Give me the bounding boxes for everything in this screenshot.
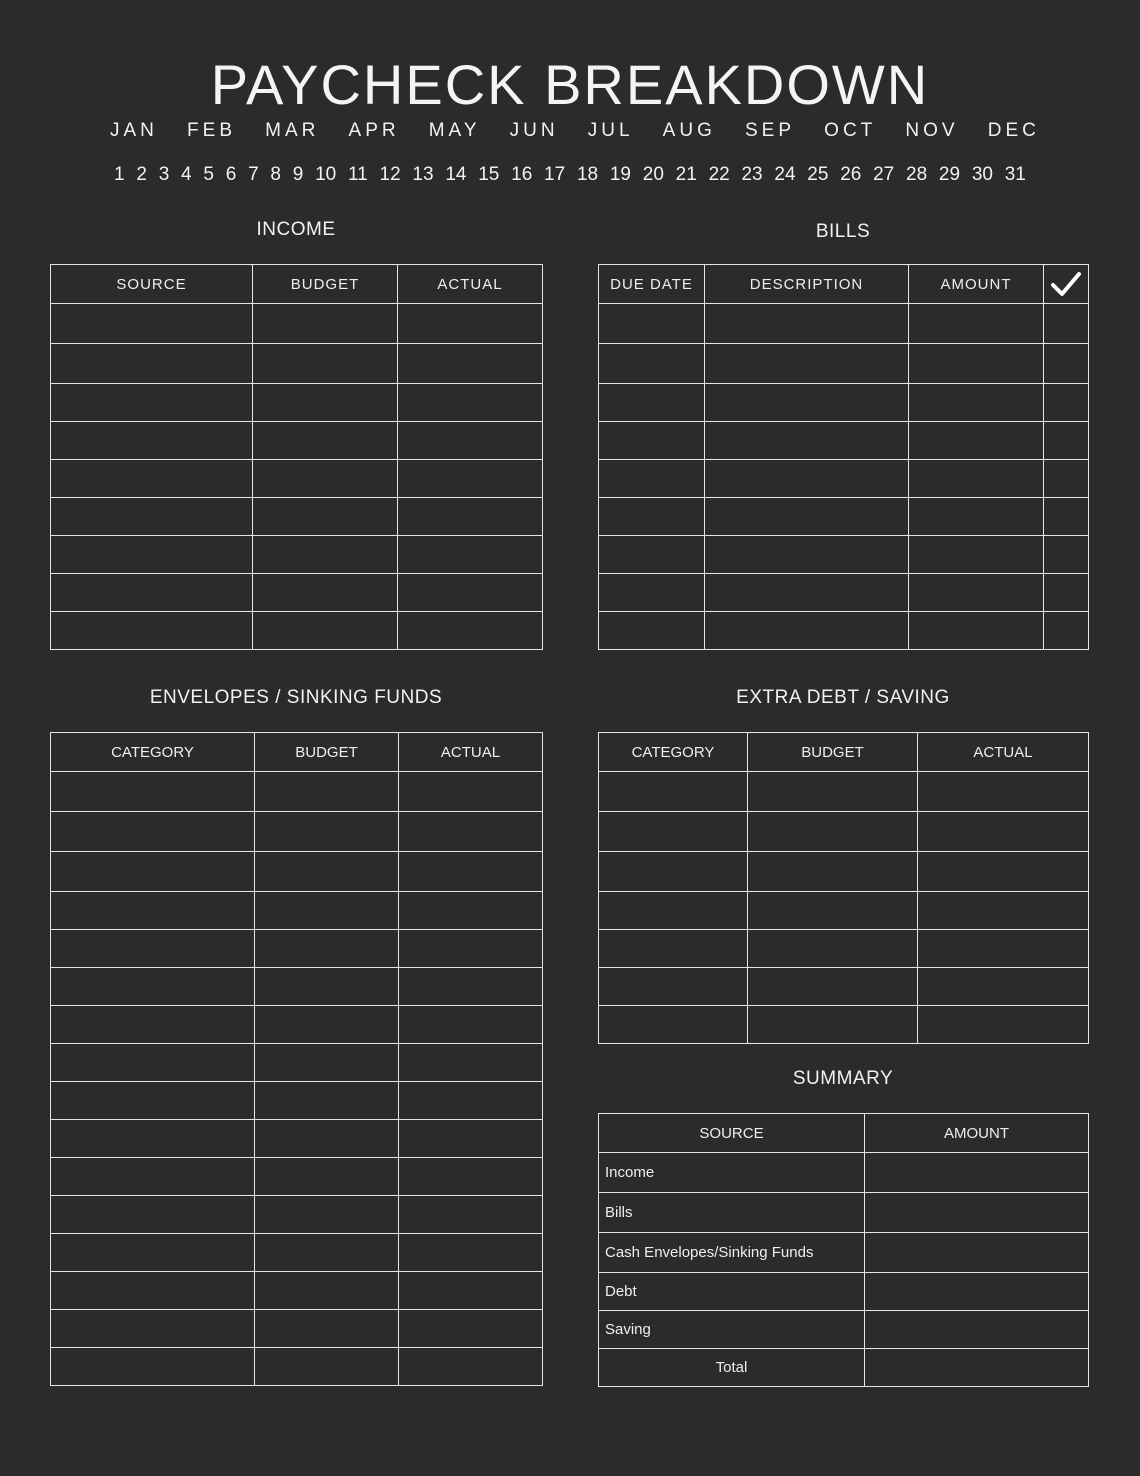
extra-cell[interactable]	[599, 1006, 748, 1044]
day-18[interactable]: 18	[576, 164, 599, 185]
bills-row	[599, 384, 1089, 422]
bills-table	[598, 264, 1089, 650]
day-5[interactable]: 5	[203, 164, 214, 185]
summary-label-saving: Saving	[599, 1311, 865, 1349]
envelopes-cell[interactable]	[399, 1158, 543, 1196]
month-apr[interactable]: APR	[348, 120, 400, 141]
bills-cell[interactable]	[909, 536, 1044, 574]
day-1[interactable]: 1	[114, 164, 125, 185]
extra-cell[interactable]	[748, 892, 918, 930]
extra-cell[interactable]	[599, 892, 748, 930]
envelopes-cell[interactable]	[255, 1196, 399, 1234]
income-cell[interactable]	[51, 422, 253, 460]
day-21[interactable]: 21	[675, 164, 697, 185]
income-cell[interactable]	[51, 460, 253, 498]
extra-cell[interactable]	[599, 852, 748, 892]
day-25[interactable]: 25	[807, 164, 829, 185]
month-jan[interactable]: JAN	[110, 120, 158, 141]
summary-row	[599, 1233, 1089, 1273]
day-15[interactable]: 15	[478, 164, 500, 185]
bills-cell[interactable]	[599, 422, 705, 460]
envelopes-row	[51, 1234, 543, 1272]
summary-amount-cell[interactable]	[865, 1349, 1089, 1387]
extra-cell[interactable]	[748, 772, 918, 812]
envelopes-cell[interactable]	[51, 812, 255, 852]
bills-cell[interactable]	[1044, 536, 1089, 574]
envelopes-row	[51, 968, 543, 1006]
day-27[interactable]: 27	[873, 164, 895, 185]
envelopes-cell[interactable]	[51, 1120, 255, 1158]
income-header-source: SOURCE	[51, 265, 253, 304]
envelopes-cell[interactable]	[399, 1234, 543, 1272]
bills-cell[interactable]	[705, 304, 909, 344]
envelopes-cell[interactable]	[51, 1196, 255, 1234]
envelopes-header-category: CATEGORY	[51, 733, 255, 772]
bills-header-description: DESCRIPTION	[705, 265, 909, 304]
envelopes-cell[interactable]	[255, 1272, 399, 1310]
day-12[interactable]: 12	[379, 164, 401, 185]
bills-cell[interactable]	[705, 536, 909, 574]
bills-cell[interactable]	[1044, 612, 1089, 650]
summary-amount-cell[interactable]	[865, 1153, 1089, 1193]
extra-cell[interactable]	[918, 772, 1089, 812]
extra-cell[interactable]	[599, 930, 748, 968]
envelopes-row	[51, 1120, 543, 1158]
bills-cell[interactable]	[909, 422, 1044, 460]
bills-header-amount: AMOUNT	[909, 265, 1044, 304]
envelopes-row	[51, 892, 543, 930]
summary-title: SUMMARY	[792, 1068, 894, 1089]
income-cell[interactable]	[398, 304, 543, 344]
bills-row	[599, 304, 1089, 344]
envelopes-cell[interactable]	[255, 812, 399, 852]
summary-header-amount: AMOUNT	[865, 1114, 1089, 1153]
envelopes-row	[51, 1272, 543, 1310]
envelopes-row	[51, 1044, 543, 1082]
envelopes-cell[interactable]	[255, 1158, 399, 1196]
income-cell[interactable]	[253, 536, 398, 574]
envelopes-cell[interactable]	[51, 1082, 255, 1120]
income-cell[interactable]	[398, 344, 543, 384]
summary-row	[599, 1273, 1089, 1311]
summary-row	[599, 1311, 1089, 1349]
envelopes-cell[interactable]	[51, 1234, 255, 1272]
extra-cell[interactable]	[918, 812, 1089, 852]
envelopes-cell[interactable]	[51, 1158, 255, 1196]
envelopes-cell[interactable]	[399, 852, 543, 892]
bills-cell[interactable]	[1044, 498, 1089, 536]
envelopes-cell[interactable]	[255, 1082, 399, 1120]
extra-cell[interactable]	[748, 930, 918, 968]
income-row	[51, 384, 543, 422]
envelopes-row	[51, 1348, 543, 1386]
summary-row	[599, 1153, 1089, 1193]
extra-header-category: CATEGORY	[599, 733, 748, 772]
bills-row	[599, 460, 1089, 498]
envelopes-cell[interactable]	[51, 930, 255, 968]
envelopes-table	[50, 732, 543, 1386]
income-cell[interactable]	[253, 498, 398, 536]
income-header-budget: BUDGET	[253, 265, 398, 304]
day-6[interactable]: 6	[225, 164, 237, 185]
income-row	[51, 612, 543, 650]
envelopes-cell[interactable]	[255, 1310, 399, 1348]
extra-cell[interactable]	[748, 812, 918, 852]
envelopes-cell[interactable]	[255, 772, 399, 812]
bills-cell[interactable]	[909, 344, 1044, 384]
bills-title: BILLS	[815, 221, 871, 242]
bills-cell[interactable]	[599, 536, 705, 574]
envelopes-cell[interactable]	[51, 968, 255, 1006]
envelopes-cell[interactable]	[51, 892, 255, 930]
bills-cell[interactable]	[909, 304, 1044, 344]
day-selector	[114, 164, 1026, 186]
envelopes-row	[51, 772, 543, 812]
month-oct[interactable]: OCT	[824, 120, 877, 141]
bills-cell[interactable]	[599, 574, 705, 612]
envelopes-row	[51, 1082, 543, 1120]
bills-cell[interactable]	[1044, 574, 1089, 612]
day-16[interactable]: 16	[511, 164, 533, 185]
income-header-actual: ACTUAL	[398, 265, 543, 304]
bills-cell[interactable]	[1044, 384, 1089, 422]
income-cell[interactable]	[51, 536, 253, 574]
day-7[interactable]: 7	[248, 164, 259, 185]
bills-cell[interactable]	[705, 498, 909, 536]
envelopes-cell[interactable]	[51, 1044, 255, 1082]
extra-cell[interactable]	[918, 968, 1089, 1006]
bills-cell[interactable]	[705, 384, 909, 422]
day-20[interactable]: 20	[642, 164, 664, 185]
envelopes-row	[51, 1196, 543, 1234]
extra-cell[interactable]	[599, 812, 748, 852]
extra-title: EXTRA DEBT / SAVING	[736, 687, 950, 708]
bills-cell[interactable]	[1044, 460, 1089, 498]
summary-table	[598, 1113, 1089, 1387]
income-cell[interactable]	[51, 344, 253, 384]
bills-row	[599, 536, 1089, 574]
envelopes-cell[interactable]	[399, 1196, 543, 1234]
summary-label-debt: Debt	[599, 1273, 865, 1311]
bills-cell[interactable]	[599, 460, 705, 498]
income-title: INCOME	[256, 219, 336, 240]
page-title: PAYCHECK BREAKDOWN	[210, 53, 930, 116]
month-jun[interactable]: JUN	[509, 120, 559, 141]
income-cell[interactable]	[253, 304, 398, 344]
day-30[interactable]: 30	[971, 164, 993, 185]
envelopes-cell[interactable]	[399, 812, 543, 852]
envelopes-title: ENVELOPES / SINKING FUNDS	[149, 687, 443, 708]
day-2[interactable]: 2	[136, 164, 147, 185]
income-cell[interactable]	[398, 574, 543, 612]
envelopes-cell[interactable]	[399, 930, 543, 968]
summary-label-bills: Bills	[599, 1193, 865, 1233]
envelopes-cell[interactable]	[399, 1310, 543, 1348]
bills-cell[interactable]	[1044, 422, 1089, 460]
bills-cell[interactable]	[599, 384, 705, 422]
income-row	[51, 574, 543, 612]
envelopes-header-budget: BUDGET	[255, 733, 399, 772]
envelopes-cell[interactable]	[51, 1272, 255, 1310]
income-cell[interactable]	[398, 384, 543, 422]
extra-row	[599, 1006, 1089, 1044]
extra-row	[599, 968, 1089, 1006]
envelopes-cell[interactable]	[399, 1044, 543, 1082]
envelopes-row	[51, 852, 543, 892]
envelopes-cell[interactable]	[51, 852, 255, 892]
extra-row	[599, 812, 1089, 852]
month-jul[interactable]: JUL	[587, 120, 634, 141]
income-row	[51, 344, 543, 384]
envelopes-cell[interactable]	[255, 892, 399, 930]
extra-row	[599, 892, 1089, 930]
envelopes-cell[interactable]	[255, 968, 399, 1006]
day-13[interactable]: 13	[412, 164, 434, 185]
bills-header-due-date: DUE DATE	[599, 265, 705, 304]
income-cell[interactable]	[51, 384, 253, 422]
income-cell[interactable]	[51, 574, 253, 612]
envelopes-cell[interactable]	[51, 1348, 255, 1386]
income-cell[interactable]	[398, 460, 543, 498]
day-23[interactable]: 23	[741, 164, 763, 185]
extra-cell[interactable]	[918, 892, 1089, 930]
summary-row	[599, 1349, 1089, 1387]
day-26[interactable]: 26	[840, 164, 862, 185]
bills-row	[599, 574, 1089, 612]
envelopes-cell[interactable]	[399, 1272, 543, 1310]
extra-cell[interactable]	[599, 772, 748, 812]
day-19[interactable]: 19	[609, 164, 631, 185]
bills-cell[interactable]	[705, 422, 909, 460]
income-cell[interactable]	[398, 498, 543, 536]
income-cell[interactable]	[253, 384, 398, 422]
day-4[interactable]: 4	[181, 164, 192, 185]
envelopes-row	[51, 812, 543, 852]
income-cell[interactable]	[398, 536, 543, 574]
envelopes-cell[interactable]	[255, 1348, 399, 1386]
summary-label-total: Total	[599, 1349, 865, 1387]
summary-amount-cell[interactable]	[865, 1233, 1089, 1273]
day-28[interactable]: 28	[906, 164, 928, 185]
income-table	[50, 264, 543, 650]
envelopes-cell[interactable]	[255, 1006, 399, 1044]
day-10[interactable]: 10	[315, 164, 337, 185]
income-cell[interactable]	[51, 498, 253, 536]
day-3[interactable]: 3	[158, 164, 170, 185]
day-9[interactable]: 9	[292, 164, 304, 185]
envelopes-cell[interactable]	[255, 852, 399, 892]
income-cell[interactable]	[398, 612, 543, 650]
extra-cell[interactable]	[748, 1006, 918, 1044]
day-14[interactable]: 14	[445, 164, 467, 185]
extra-row	[599, 772, 1089, 812]
bills-row	[599, 344, 1089, 384]
envelopes-cell[interactable]	[51, 1006, 255, 1044]
income-cell[interactable]	[398, 422, 543, 460]
envelopes-cell[interactable]	[255, 930, 399, 968]
bills-cell[interactable]	[909, 460, 1044, 498]
income-row	[51, 498, 543, 536]
day-24[interactable]: 24	[774, 164, 796, 185]
bills-row	[599, 498, 1089, 536]
income-cell[interactable]	[253, 574, 398, 612]
bills-cell[interactable]	[599, 344, 705, 384]
bills-cell[interactable]	[909, 384, 1044, 422]
checkmark-icon	[1050, 270, 1082, 298]
bills-cell[interactable]	[909, 498, 1044, 536]
day-29[interactable]: 29	[938, 164, 961, 185]
day-17[interactable]: 17	[544, 164, 566, 185]
envelopes-cell[interactable]	[255, 1120, 399, 1158]
envelopes-row	[51, 1310, 543, 1348]
extra-cell[interactable]	[918, 852, 1089, 892]
day-11[interactable]: 11	[348, 164, 368, 185]
bills-header-paid	[1044, 265, 1089, 304]
envelopes-header-actual: ACTUAL	[399, 733, 543, 772]
month-selector	[110, 120, 1040, 142]
income-row	[51, 536, 543, 574]
income-cell[interactable]	[253, 460, 398, 498]
month-may[interactable]: MAY	[428, 120, 481, 141]
income-cell[interactable]	[253, 344, 398, 384]
summary-amount-cell[interactable]	[865, 1311, 1089, 1349]
bills-cell[interactable]	[705, 460, 909, 498]
bills-cell[interactable]	[1044, 304, 1089, 344]
income-cell[interactable]	[253, 422, 398, 460]
month-sep[interactable]: SEP	[745, 120, 796, 141]
bills-cell[interactable]	[599, 498, 705, 536]
summary-label-cash-envelopes-sinking-funds: Cash Envelopes/Sinking Funds	[599, 1233, 865, 1273]
bills-cell[interactable]	[599, 304, 705, 344]
day-31[interactable]: 31	[1004, 164, 1026, 185]
bills-cell[interactable]	[705, 574, 909, 612]
envelopes-cell[interactable]	[399, 1120, 543, 1158]
envelopes-row	[51, 930, 543, 968]
envelopes-row	[51, 1158, 543, 1196]
bills-cell[interactable]	[909, 612, 1044, 650]
extra-cell[interactable]	[748, 968, 918, 1006]
summary-header-source: SOURCE	[599, 1114, 865, 1153]
month-dec[interactable]: DEC	[987, 120, 1040, 141]
extra-cell[interactable]	[599, 968, 748, 1006]
extra-cell[interactable]	[918, 1006, 1089, 1044]
bills-cell[interactable]	[705, 344, 909, 384]
month-feb[interactable]: FEB	[187, 120, 236, 141]
income-row	[51, 460, 543, 498]
envelopes-cell[interactable]	[399, 1006, 543, 1044]
income-cell[interactable]	[253, 612, 398, 650]
bills-cell[interactable]	[909, 574, 1044, 612]
envelopes-cell[interactable]	[399, 892, 543, 930]
bills-row	[599, 612, 1089, 650]
extra-header-actual: ACTUAL	[918, 733, 1089, 772]
extra-header-budget: BUDGET	[748, 733, 918, 772]
month-mar[interactable]: MAR	[265, 120, 320, 141]
income-row	[51, 422, 543, 460]
bills-cell[interactable]	[599, 612, 705, 650]
extra-row	[599, 852, 1089, 892]
extra-cell[interactable]	[918, 930, 1089, 968]
income-cell[interactable]	[51, 612, 253, 650]
extra-cell[interactable]	[748, 852, 918, 892]
bills-cell[interactable]	[705, 612, 909, 650]
envelopes-cell[interactable]	[51, 1310, 255, 1348]
envelopes-cell[interactable]	[399, 1348, 543, 1386]
envelopes-cell[interactable]	[399, 968, 543, 1006]
bills-row	[599, 422, 1089, 460]
extra-debt-saving-table	[598, 732, 1089, 1044]
summary-amount-cell[interactable]	[865, 1273, 1089, 1311]
envelopes-cell[interactable]	[399, 1082, 543, 1120]
income-row	[51, 304, 543, 344]
summary-amount-cell[interactable]	[865, 1193, 1089, 1233]
summary-row	[599, 1193, 1089, 1233]
month-aug[interactable]: AUG	[662, 120, 716, 141]
day-8[interactable]: 8	[270, 164, 281, 185]
envelopes-cell[interactable]	[51, 772, 255, 812]
envelopes-row	[51, 1006, 543, 1044]
summary-label-income: Income	[599, 1153, 865, 1193]
envelopes-cell[interactable]	[255, 1044, 399, 1082]
day-22[interactable]: 22	[708, 164, 730, 185]
envelopes-cell[interactable]	[399, 772, 543, 812]
bills-cell[interactable]	[1044, 344, 1089, 384]
month-nov[interactable]: NOV	[905, 120, 959, 141]
envelopes-cell[interactable]	[255, 1234, 399, 1272]
extra-row	[599, 930, 1089, 968]
income-cell[interactable]	[51, 304, 253, 344]
